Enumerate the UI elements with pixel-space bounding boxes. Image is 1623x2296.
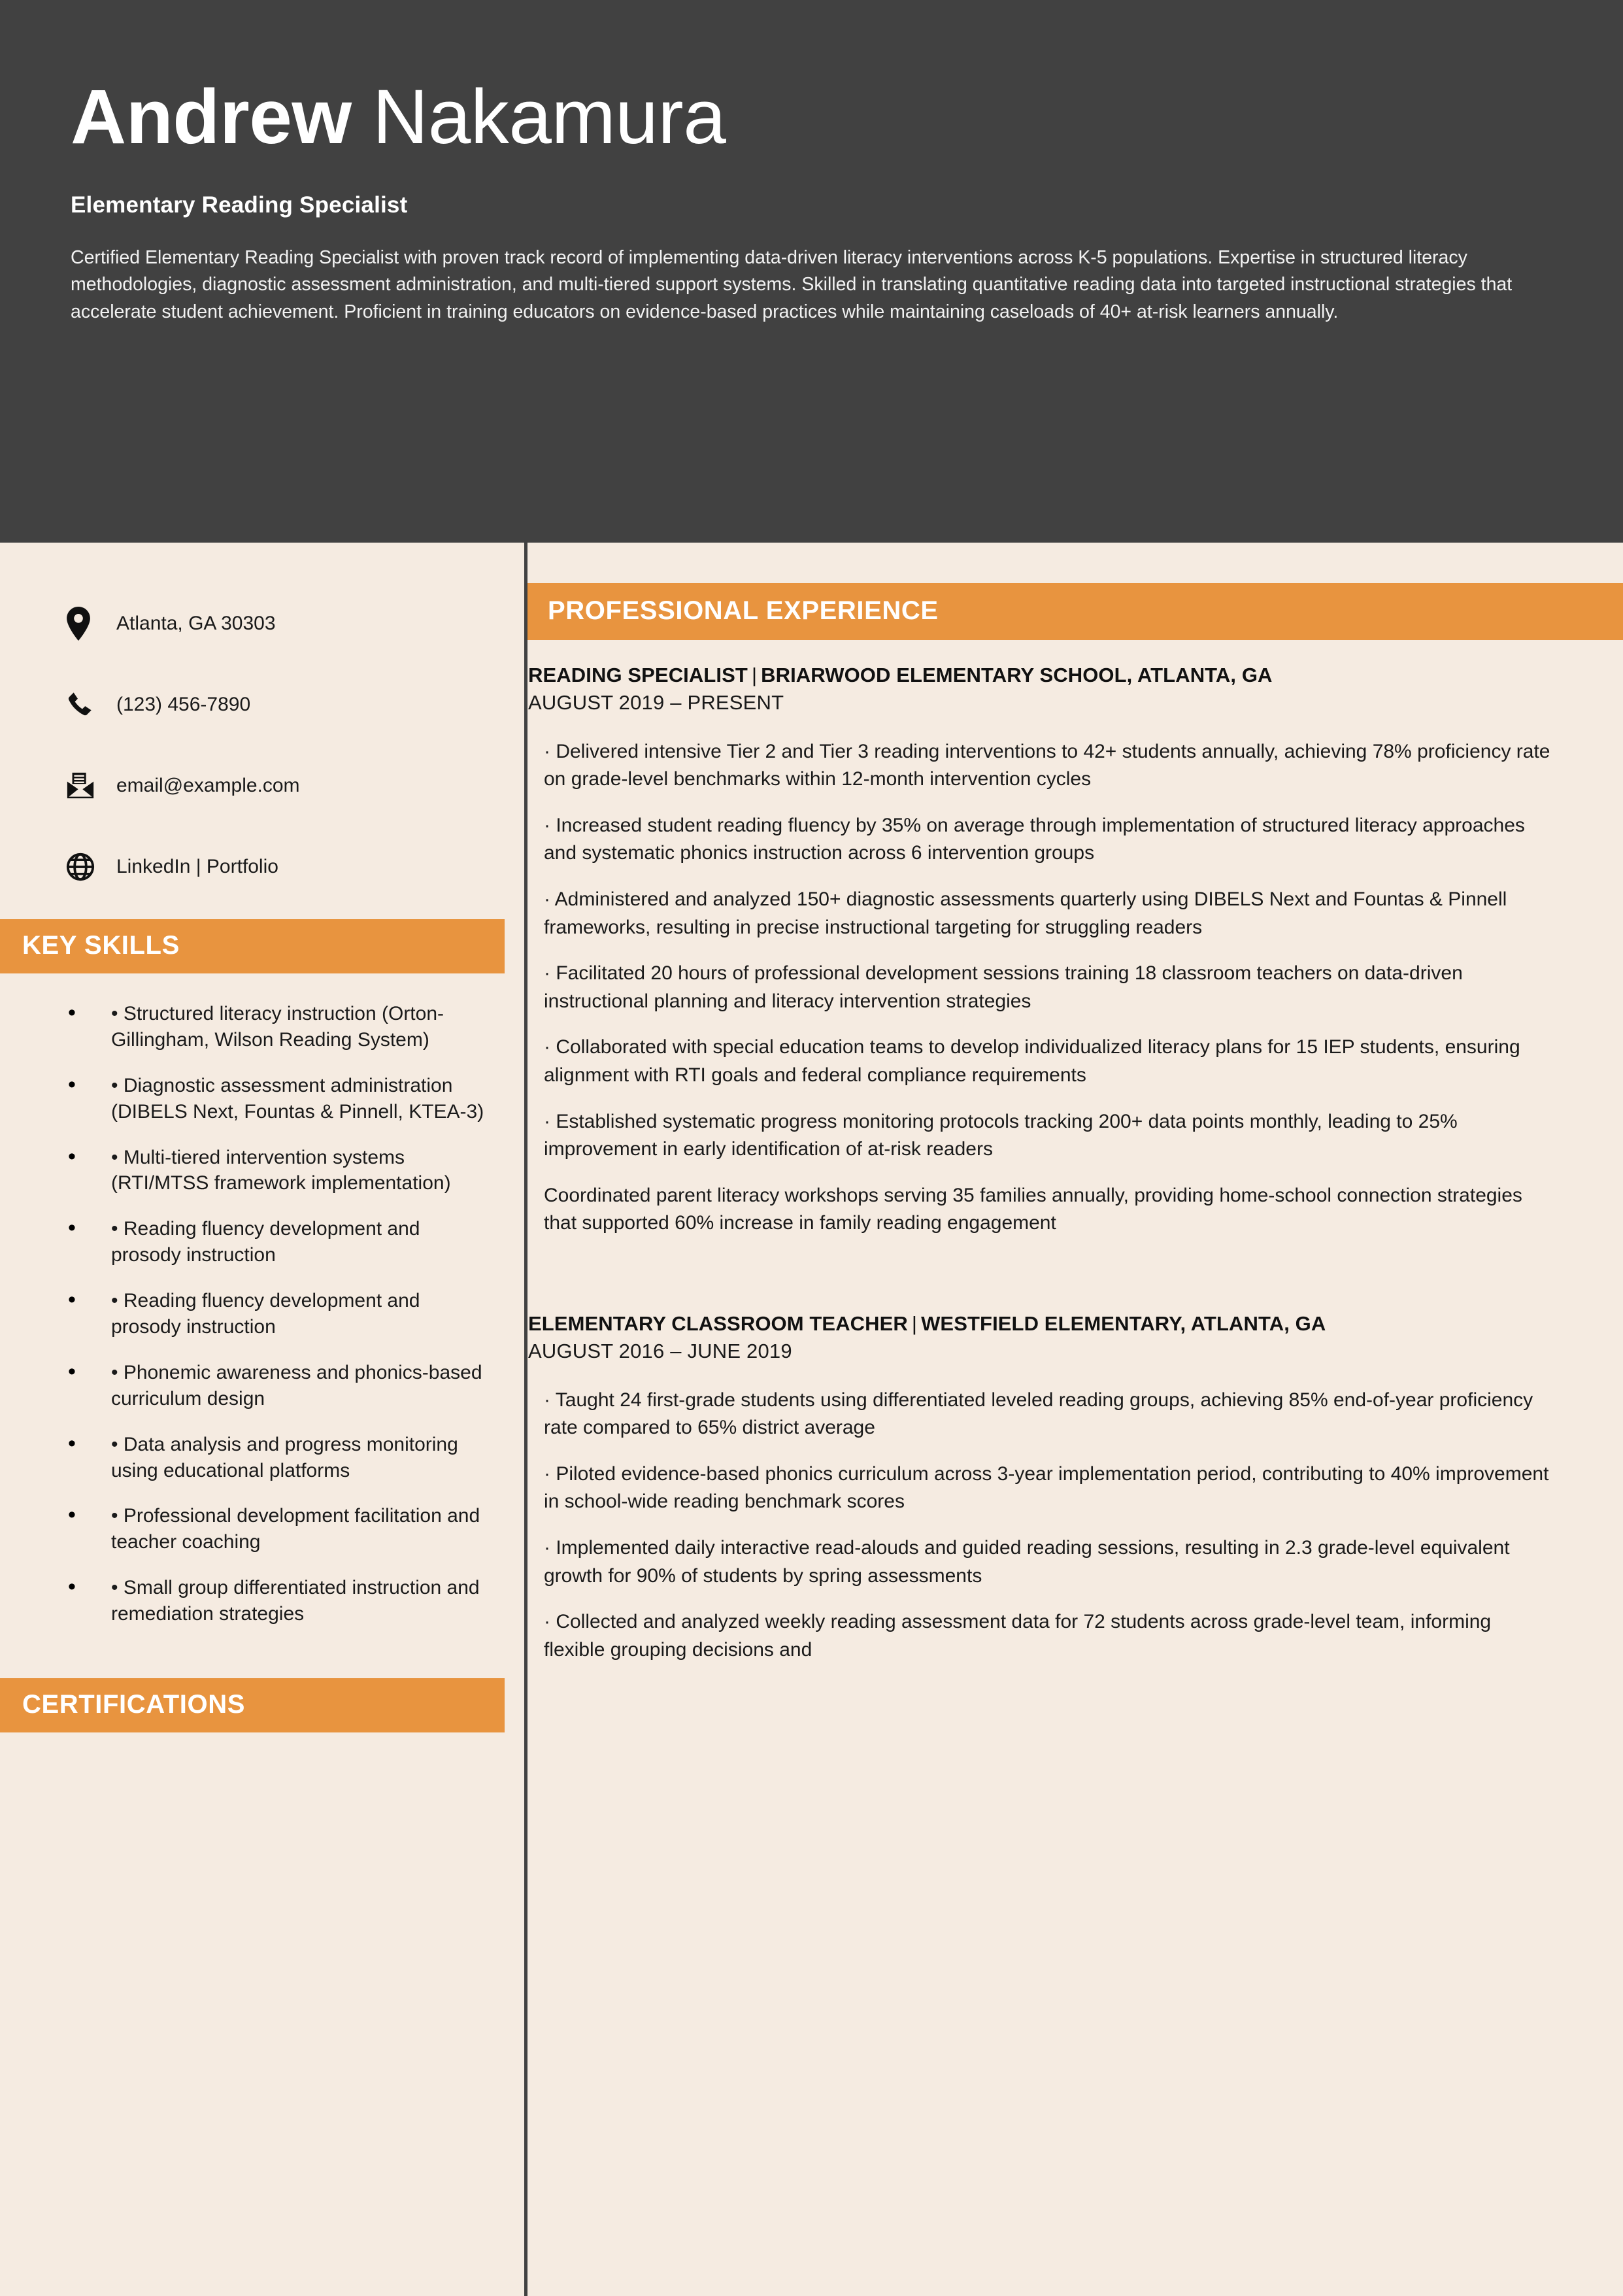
sidebar bbox=[0, 543, 524, 1732]
job-separator: | bbox=[751, 664, 758, 686]
list-item: · Taught 24 first-grade students using differentiated leveled reading groups, achieving 85% end-of-year proficiency rate compared to 65% district average bbox=[544, 1389, 1533, 1439]
list-item: • • Reading fluency development and prosody instruction bbox=[68, 1216, 485, 1268]
contact-item-web bbox=[65, 826, 524, 907]
list-item: • • Reading fluency development and prosody instruction bbox=[68, 1288, 485, 1340]
contact-email-text: email@example.com bbox=[116, 775, 300, 796]
column-divider bbox=[524, 543, 527, 2296]
list-item: · Facilitated 20 hours of professional development sessions training 18 classroom teachers on data-driven instructional planning and literacy intervention strategies bbox=[544, 962, 1463, 1012]
list-item: · Increased student reading fluency by 35% on average through implementation of structured literacy approaches and systematic phonics instruction across 6 intervention groups bbox=[544, 814, 1525, 864]
key-skills-list bbox=[0, 973, 524, 1666]
contact-item-phone bbox=[65, 664, 524, 745]
contact-web-text: LinkedIn | Portfolio bbox=[116, 856, 278, 877]
list-item: • • Data analysis and progress monitoring using educational platforms bbox=[68, 1432, 485, 1484]
section-header-professional-experience bbox=[524, 583, 1623, 640]
contact-phone-text: (123) 456-7890 bbox=[116, 694, 251, 715]
job-dates: AUGUST 2016 – JUNE 2019 bbox=[528, 1339, 792, 1362]
resume-body bbox=[0, 543, 1623, 1732]
first-name: Andrew bbox=[71, 74, 352, 160]
list-item: · Collaborated with special education teams to develop individualized literacy plans for 15 IEP students, ensuring alignment with RTI goals and federal compliance requirements bbox=[544, 1036, 1520, 1087]
list-item: · Delivered intensive Tier 2 and Tier 3 reading interventions to 42+ students annually, achieving 78% proficiency rate on grade-level benchmarks within 12-month intervention cycles bbox=[544, 740, 1550, 790]
job-bullet-list bbox=[524, 1387, 1623, 1664]
job-heading bbox=[524, 662, 1505, 688]
candidate-name bbox=[71, 74, 1623, 160]
contact-item-email bbox=[65, 745, 524, 826]
contact-list bbox=[0, 583, 524, 907]
experience-entry-1 bbox=[524, 662, 1623, 1238]
envelope-icon bbox=[65, 771, 106, 801]
job-employer: WESTFIELD ELEMENTARY, ATLANTA, GA bbox=[921, 1311, 1326, 1335]
section-spacer bbox=[524, 1256, 1623, 1294]
list-item: · Administered and analyzed 150+ diagnostic assessments quarterly using DIBELS Next and Fountas & Pinnell frameworks, resulting in precise instructional targeting for struggling readers bbox=[544, 888, 1507, 938]
resume-header bbox=[0, 0, 1623, 543]
professional-experience-heading: PROFESSIONAL EXPERIENCE bbox=[548, 596, 939, 625]
list-item: • • Phonemic awareness and phonics-based curriculum design bbox=[68, 1360, 485, 1412]
list-item: • • Small group differentiated instruction and remediation strategies bbox=[68, 1575, 485, 1627]
list-item: Coordinated parent literacy workshops serving 35 families annually, providing home-school connection strategies that supported 60% increase in family reading engagement bbox=[544, 1184, 1522, 1234]
job-bullet-list bbox=[524, 738, 1623, 1238]
last-name: Nakamura bbox=[373, 74, 726, 160]
job-separator: | bbox=[911, 1311, 918, 1335]
main-column bbox=[524, 543, 1623, 1682]
section-header-certifications bbox=[0, 1678, 505, 1732]
list-item: · Piloted evidence-based phonics curriculum across 3-year implementation period, contributing to 40% improvement in school-wide reading benchmark scores bbox=[544, 1462, 1549, 1513]
job-role: READING SPECIALIST bbox=[528, 664, 748, 686]
job-dates: AUGUST 2019 – PRESENT bbox=[528, 690, 784, 714]
professional-summary: Certified Elementary Reading Specialist with proven track record of implementing data-driven literacy interventions across K-5 populations. Expertise in structured literacy methodologies, diagnostic assessment administration, and multi-tiered support systems. Skilled in translating quantitative reading data into targeted instructional strategies that accelerate student achievement. Proficient in training educators on evidence-based practices while maintaining caseloads of 40+ at-risk learners annually. bbox=[71, 246, 1513, 322]
phone-icon bbox=[65, 690, 106, 720]
job-heading bbox=[524, 1311, 1505, 1337]
list-item: • • Multi-tiered intervention systems (RTI/MTSS framework implementation) bbox=[68, 1145, 485, 1197]
contact-location-text: Atlanta, GA 30303 bbox=[116, 613, 276, 634]
job-role: ELEMENTARY CLASSROOM TEACHER bbox=[528, 1311, 908, 1335]
key-skills-heading: KEY SKILLS bbox=[22, 931, 180, 960]
location-pin-icon bbox=[65, 607, 106, 641]
contact-item-location bbox=[65, 583, 524, 664]
list-item: · Collected and analyzed weekly reading assessment data for 72 students across grade-level team, informing flexible grouping decisions and bbox=[544, 1611, 1492, 1661]
list-item: • • Diagnostic assessment administration (DIBELS Next, Fountas & Pinnell, KTEA-3) bbox=[68, 1073, 485, 1125]
job-employer: BRIARWOOD ELEMENTARY SCHOOL, ATLANTA, GA bbox=[761, 664, 1273, 686]
list-item: • • Structured literacy instruction (Orton-Gillingham, Wilson Reading System) bbox=[68, 1001, 485, 1053]
list-item: · Established systematic progress monitoring protocols tracking 200+ data points monthly, leading to 25% improvement in early identification of at-risk readers bbox=[544, 1110, 1458, 1160]
experience-entry-2 bbox=[524, 1311, 1623, 1664]
globe-icon bbox=[65, 852, 106, 882]
list-item: • • Professional development facilitation and teacher coaching bbox=[68, 1503, 485, 1555]
section-header-key-skills bbox=[0, 919, 505, 973]
certifications-heading: CERTIFICATIONS bbox=[22, 1690, 245, 1719]
candidate-job-title: Elementary Reading Specialist bbox=[71, 192, 408, 218]
list-item: · Implemented daily interactive read-alouds and guided reading sessions, resulting in 2.3 grade-level equivalent growth for 90% of students by spring assessments bbox=[544, 1537, 1510, 1587]
